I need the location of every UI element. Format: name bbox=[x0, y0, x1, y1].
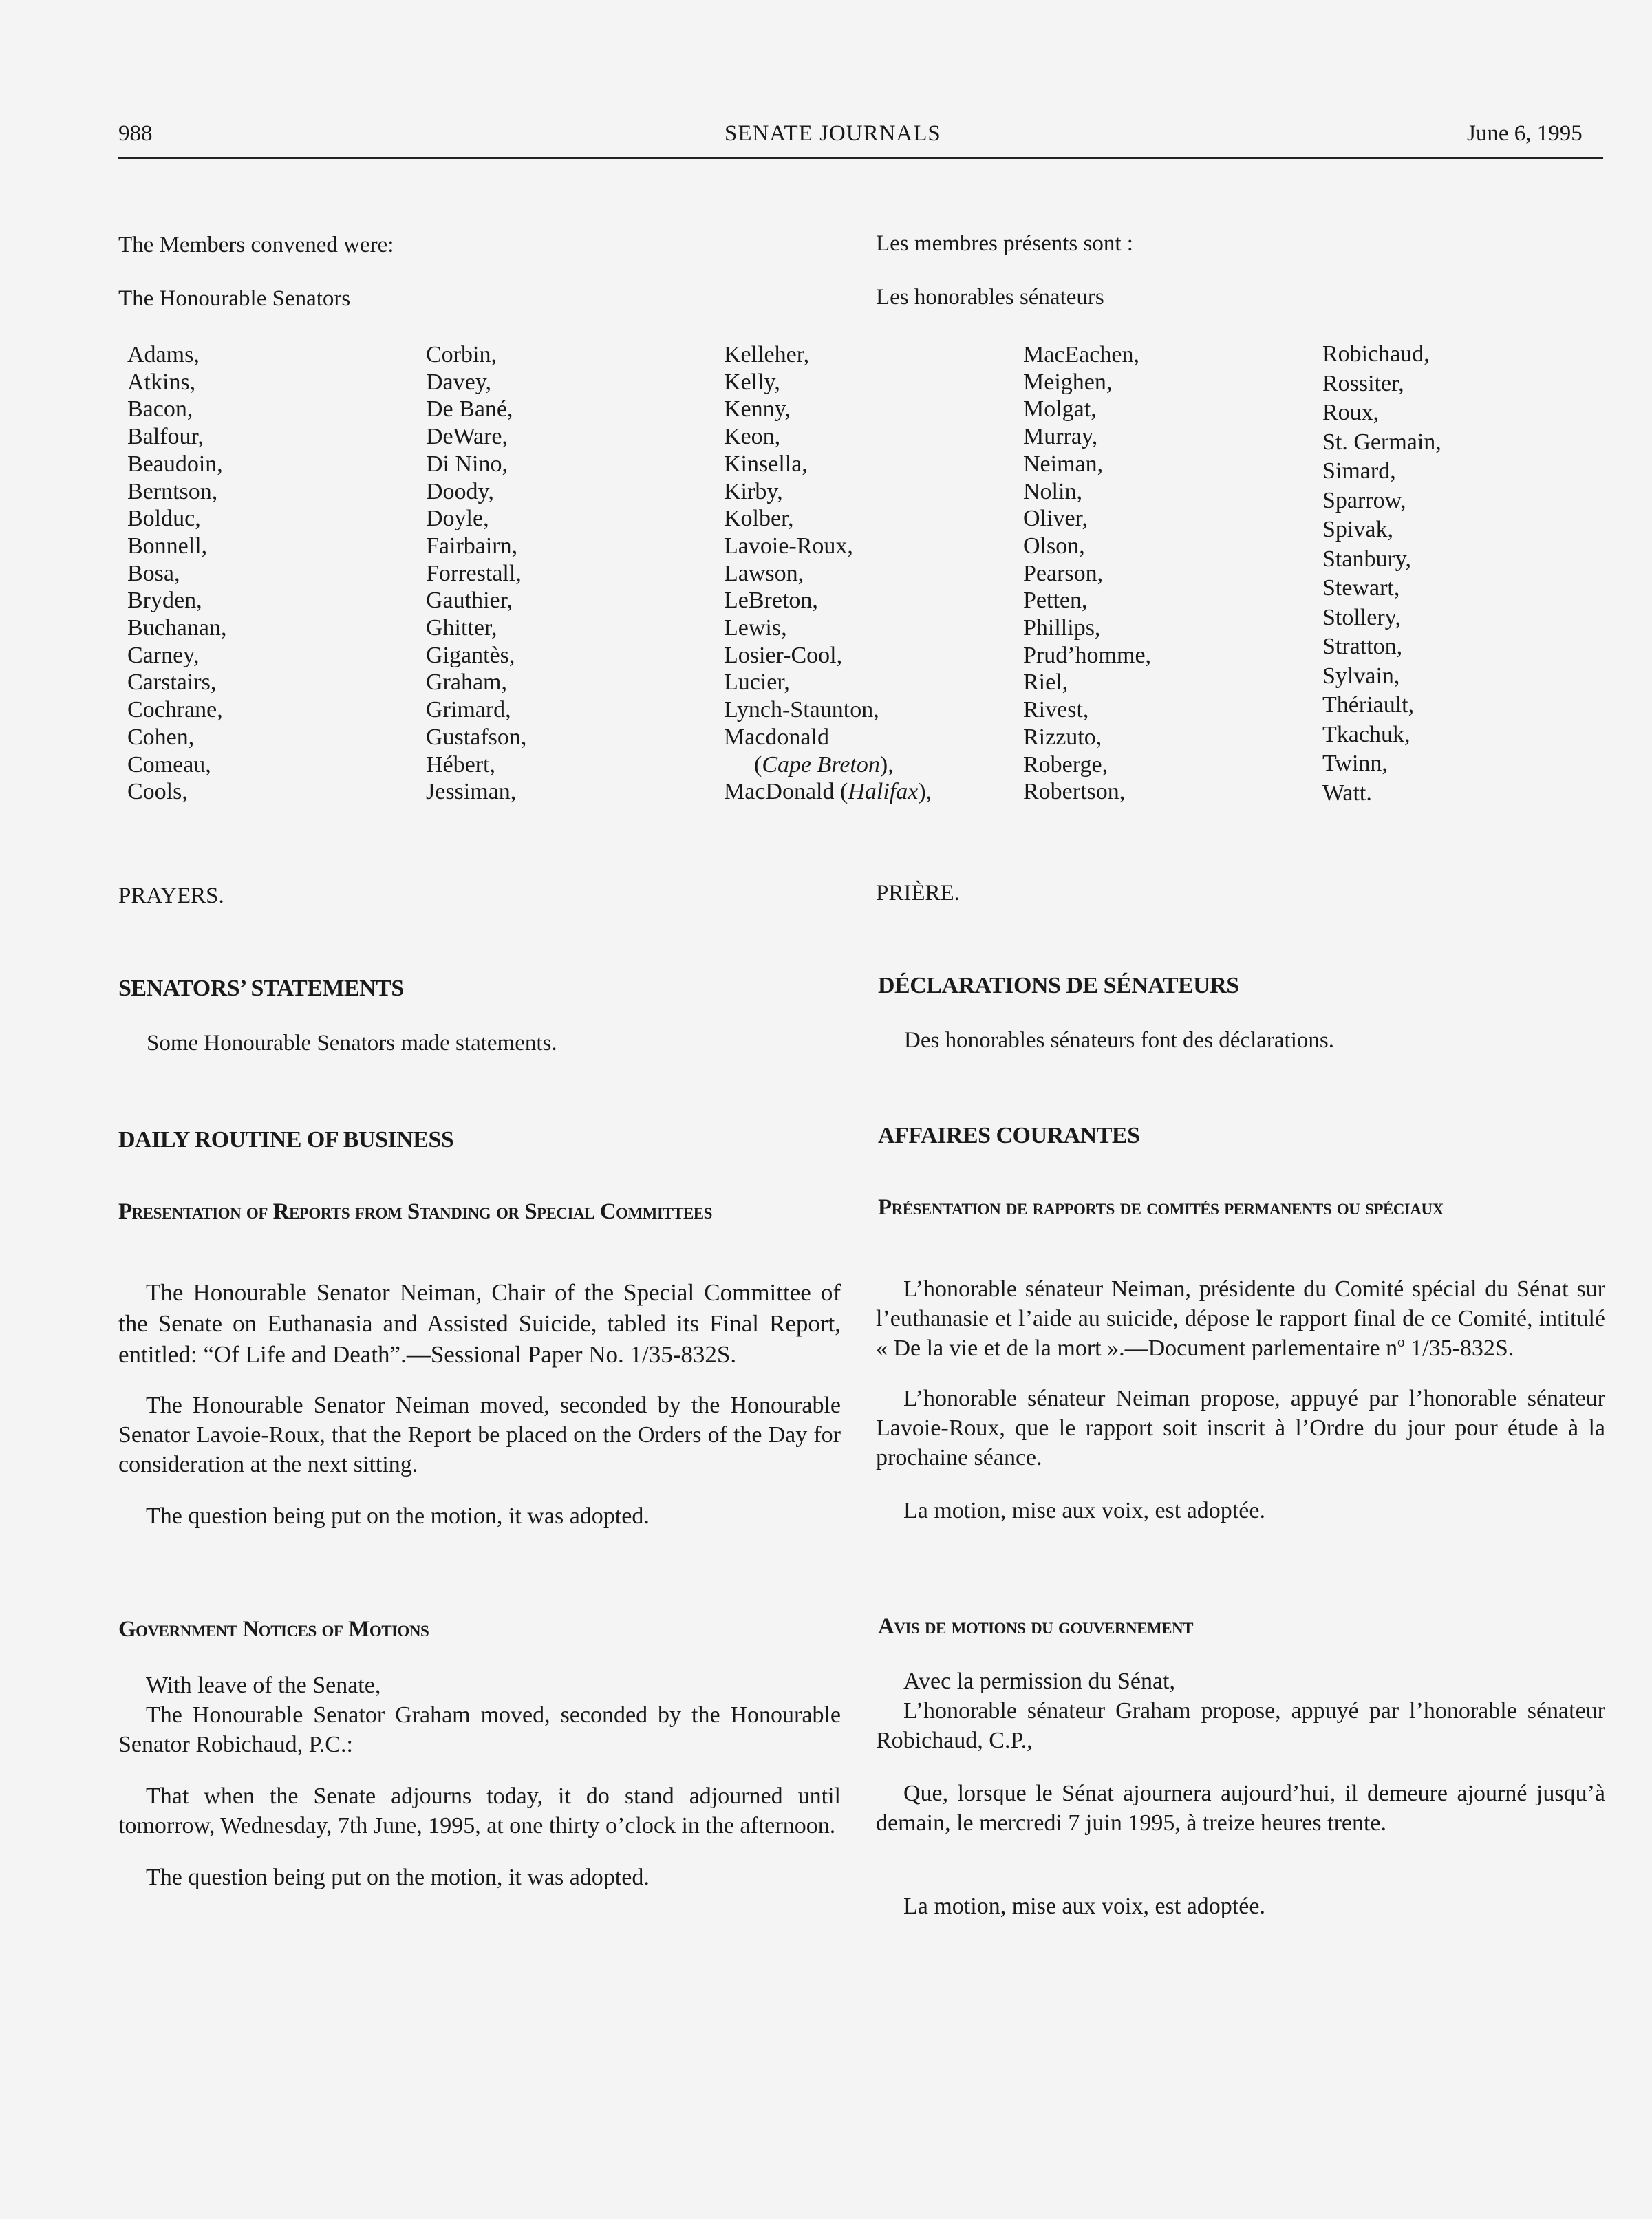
report-tabled-paragraph: The Honourable Senator Neiman, Chair of the Special Committee of the Senate on Euthanasia and Assisted Suicide, tabled its Final Report, entitled: “Of Life and Death”.—Sessional Paper No. 1/35-832S. bbox=[118, 1279, 841, 1368]
senator-name: Graham, bbox=[426, 669, 508, 696]
senator-name: Gauthier, bbox=[426, 588, 513, 614]
senator-name: Kenny, bbox=[724, 396, 791, 422]
senator-name: Robertson, bbox=[1023, 779, 1126, 805]
honourable-senators-en: The Honourable Senators bbox=[118, 286, 351, 311]
report-adopted-paragraph: The question being put on the motion, it was adopted. bbox=[146, 1503, 650, 1529]
members-convened-en: The Members convened were: bbox=[118, 233, 394, 257]
senator-name: Sylvain, bbox=[1322, 663, 1400, 689]
notice-leave-en: With leave of the Senate, bbox=[146, 1673, 381, 1698]
report-tabled-paragraph-fr: L’honorable sénateur Neiman, présidente du Comité spécial du Sénat sur l’euthanasie et l’aide au suicide, dépose le rapport final de ce Comité, intitulé « De la vie et de la mort ».—Document parlementaire nº 1/35-832S. bbox=[876, 1276, 1605, 1361]
senator-name: Oliver, bbox=[1023, 506, 1088, 532]
senator-name: Thériault, bbox=[1322, 692, 1415, 718]
senator-name: Nolin, bbox=[1023, 478, 1082, 504]
senator-name: Cochrane, bbox=[127, 697, 223, 723]
senator-name: Spivak, bbox=[1322, 517, 1393, 542]
senator-name: Olson, bbox=[1023, 533, 1085, 559]
journal-date: June 6, 1995 bbox=[1467, 121, 1583, 146]
senator-name: Carstairs, bbox=[127, 669, 217, 696]
page-number: 988 bbox=[118, 121, 153, 146]
statements-text-fr: Des honorables sénateurs font des déclarations. bbox=[904, 1028, 1334, 1053]
senator-name: Pearson, bbox=[1023, 560, 1104, 586]
senator-name: Meighen, bbox=[1023, 369, 1113, 395]
notice-that-fr: Que, lorsque le Sénat ajournera aujourd’hui, il demeure ajourné jusqu’à demain, le mercredi 7 juin 1995, à treize heures trente. bbox=[876, 1781, 1605, 1836]
senator-name: Lavoie-Roux, bbox=[724, 533, 853, 559]
notices-heading-fr: Avis de motions du gouvernement bbox=[878, 1614, 1193, 1639]
senator-name: Grimard, bbox=[426, 697, 511, 723]
notices-heading-en: Government Notices of Motions bbox=[118, 1617, 429, 1642]
senator-name: Robichaud, bbox=[1322, 341, 1430, 367]
senator-name: Balfour, bbox=[127, 424, 204, 450]
senator-name: Stollery, bbox=[1322, 604, 1401, 630]
senator-name: LeBreton, bbox=[724, 588, 818, 614]
honourable-senators-fr: Les honorables sénateurs bbox=[876, 285, 1104, 310]
senator-name: Kelleher, bbox=[724, 342, 810, 367]
senator-column-4 bbox=[1023, 341, 1151, 806]
prayers-en: PRAYERS. bbox=[118, 883, 224, 908]
statements-heading-en: SENATORS’ STATEMENTS bbox=[118, 976, 404, 1001]
senator-name: Atkins, bbox=[127, 369, 196, 395]
senator-name: Kirby, bbox=[724, 478, 783, 504]
senator-name: Tkachuk, bbox=[1322, 721, 1410, 747]
journal-title: SENATE JOURNALS bbox=[725, 121, 941, 146]
senator-name: Keon, bbox=[724, 424, 781, 450]
senator-name: Fairbairn, bbox=[426, 533, 518, 559]
senator-name: Ghitter, bbox=[426, 615, 497, 641]
senator-name: Rizzuto, bbox=[1023, 724, 1102, 750]
statements-heading-fr: DÉCLARATIONS DE SÉNATEURS bbox=[878, 973, 1239, 998]
senator-name: Twinn, bbox=[1322, 751, 1388, 776]
senator-name: Sparrow, bbox=[1322, 487, 1406, 513]
senator-name: Rivest, bbox=[1023, 697, 1089, 723]
senator-name: Bryden, bbox=[127, 588, 202, 614]
senator-name: Doody, bbox=[426, 478, 494, 504]
senator-name: Molgat, bbox=[1023, 396, 1097, 422]
senator-name: Riel, bbox=[1023, 669, 1069, 696]
senator-name: Phillips, bbox=[1023, 615, 1101, 641]
senator-column-1 bbox=[127, 341, 226, 806]
notices-body-fr bbox=[876, 1666, 1605, 1921]
senator-name: Lewis, bbox=[724, 615, 787, 641]
senator-name: Stratton, bbox=[1322, 634, 1403, 659]
senator-name: Kolber, bbox=[724, 506, 794, 532]
prayers-fr: PRIÈRE. bbox=[876, 881, 960, 905]
routine-heading-fr: AFFAIRES COURANTES bbox=[878, 1123, 1140, 1148]
senator-name: Gustafson, bbox=[426, 724, 527, 750]
senator-name: Corbin, bbox=[426, 342, 497, 367]
senator-column-3 bbox=[724, 341, 932, 806]
notice-leave-fr: Avec la permission du Sénat, bbox=[903, 1669, 1176, 1694]
senator-name: St. Germain, bbox=[1322, 429, 1441, 455]
senator-name: Berntson, bbox=[127, 478, 218, 504]
senator-name: Hébert, bbox=[426, 751, 496, 778]
reports-body-fr bbox=[876, 1274, 1605, 1525]
senator-name: Cohen, bbox=[127, 724, 195, 750]
senator-name: Di Nino, bbox=[426, 451, 508, 477]
report-motion-paragraph-fr: L’honorable sénateur Neiman propose, appuyé par l’honorable sénateur Lavoie-Roux, que le rapport soit inscrit à l’Ordre du jour pour étude à la prochaine séance. bbox=[876, 1386, 1605, 1470]
senator-name: Comeau, bbox=[127, 751, 211, 778]
senator-name-cape-breton: (Cape Breton), bbox=[754, 751, 894, 778]
senator-name: MacEachen, bbox=[1023, 342, 1139, 367]
senator-name: Bosa, bbox=[127, 560, 180, 586]
reports-body-en bbox=[118, 1277, 841, 1531]
members-convened-fr: Les membres présents sont : bbox=[876, 231, 1133, 256]
senator-name: Lynch-Staunton, bbox=[724, 697, 879, 723]
senator-name: Prud’homme, bbox=[1023, 642, 1152, 668]
statements-text-en: Some Honourable Senators made statements. bbox=[147, 1031, 557, 1055]
report-adopted-paragraph-fr: La motion, mise aux voix, est adoptée. bbox=[903, 1498, 1265, 1523]
senator-column-5 bbox=[1322, 340, 1441, 808]
senator-name: Stanbury, bbox=[1322, 546, 1412, 572]
senator-name: Lawson, bbox=[724, 560, 804, 586]
senator-name: Lucier, bbox=[724, 669, 790, 696]
senator-name: Buchanan, bbox=[127, 615, 227, 641]
senator-name: Carney, bbox=[127, 642, 200, 668]
senator-name: Losier-Cool, bbox=[724, 642, 843, 668]
senator-name: Murray, bbox=[1023, 424, 1098, 450]
senator-name: Petten, bbox=[1023, 588, 1088, 614]
senator-name: Macdonald bbox=[724, 724, 829, 750]
senator-column-2 bbox=[426, 341, 526, 806]
senator-name: Davey, bbox=[426, 369, 492, 395]
senator-name: Roberge, bbox=[1023, 751, 1108, 778]
senator-name: Bacon, bbox=[127, 396, 193, 422]
senator-name: Rossiter, bbox=[1322, 370, 1404, 396]
report-motion-paragraph: The Honourable Senator Neiman moved, seconded by the Honourable Senator Lavoie-Roux, that the Report be placed on the Orders of the Day for consideration at the next sitting. bbox=[118, 1393, 841, 1477]
senator-name: Stewart, bbox=[1322, 575, 1400, 601]
senator-name: Kelly, bbox=[724, 369, 780, 395]
notice-adopted-fr: La motion, mise aux voix, est adoptée. bbox=[903, 1894, 1265, 1919]
senator-name: Bonnell, bbox=[127, 533, 208, 559]
senator-name: DeWare, bbox=[426, 424, 508, 450]
senator-name: Cools, bbox=[127, 779, 188, 805]
senator-name: Beaudoin, bbox=[127, 451, 223, 477]
senator-name: Bolduc, bbox=[127, 506, 201, 532]
senator-name: Adams, bbox=[127, 342, 200, 367]
senator-name: Kinsella, bbox=[724, 451, 808, 477]
senator-name: Gigantès, bbox=[426, 642, 515, 668]
senator-name: Simard, bbox=[1322, 458, 1396, 484]
header-rule bbox=[118, 157, 1603, 159]
notices-body-en bbox=[118, 1671, 841, 1892]
notice-moved-en: The Honourable Senator Graham moved, seconded by the Honourable Senator Robichaud, P.C.: bbox=[118, 1702, 841, 1757]
routine-heading-en: DAILY ROUTINE OF BUSINESS bbox=[118, 1127, 454, 1153]
senator-name: Watt. bbox=[1322, 780, 1372, 806]
senator-name: Neiman, bbox=[1023, 451, 1104, 477]
senator-name: Jessiman, bbox=[426, 779, 517, 805]
reports-heading-fr: Présentation de rapports de comités permanents ou spéciaux bbox=[878, 1195, 1444, 1220]
notice-adopted-en: The question being put on the motion, it was adopted. bbox=[146, 1865, 650, 1890]
senator-name: Doyle, bbox=[426, 506, 489, 532]
notice-that-en: That when the Senate adjourns today, it do stand adjourned until tomorrow, Wednesday, 7th June, 1995, at one thirty o’clock in the afternoon. bbox=[118, 1783, 841, 1839]
senator-name: Forrestall, bbox=[426, 560, 522, 586]
notice-moved-fr: L’honorable sénateur Graham propose, appuyé par l’honorable sénateur Robichaud, C.P., bbox=[876, 1698, 1605, 1753]
reports-heading-en: Presentation of Reports from Standing or Special Committees bbox=[118, 1199, 712, 1224]
senator-name: Roux, bbox=[1322, 400, 1380, 425]
senator-name-halifax: MacDonald (Halifax), bbox=[724, 779, 932, 805]
senator-name: De Bané, bbox=[426, 396, 513, 422]
